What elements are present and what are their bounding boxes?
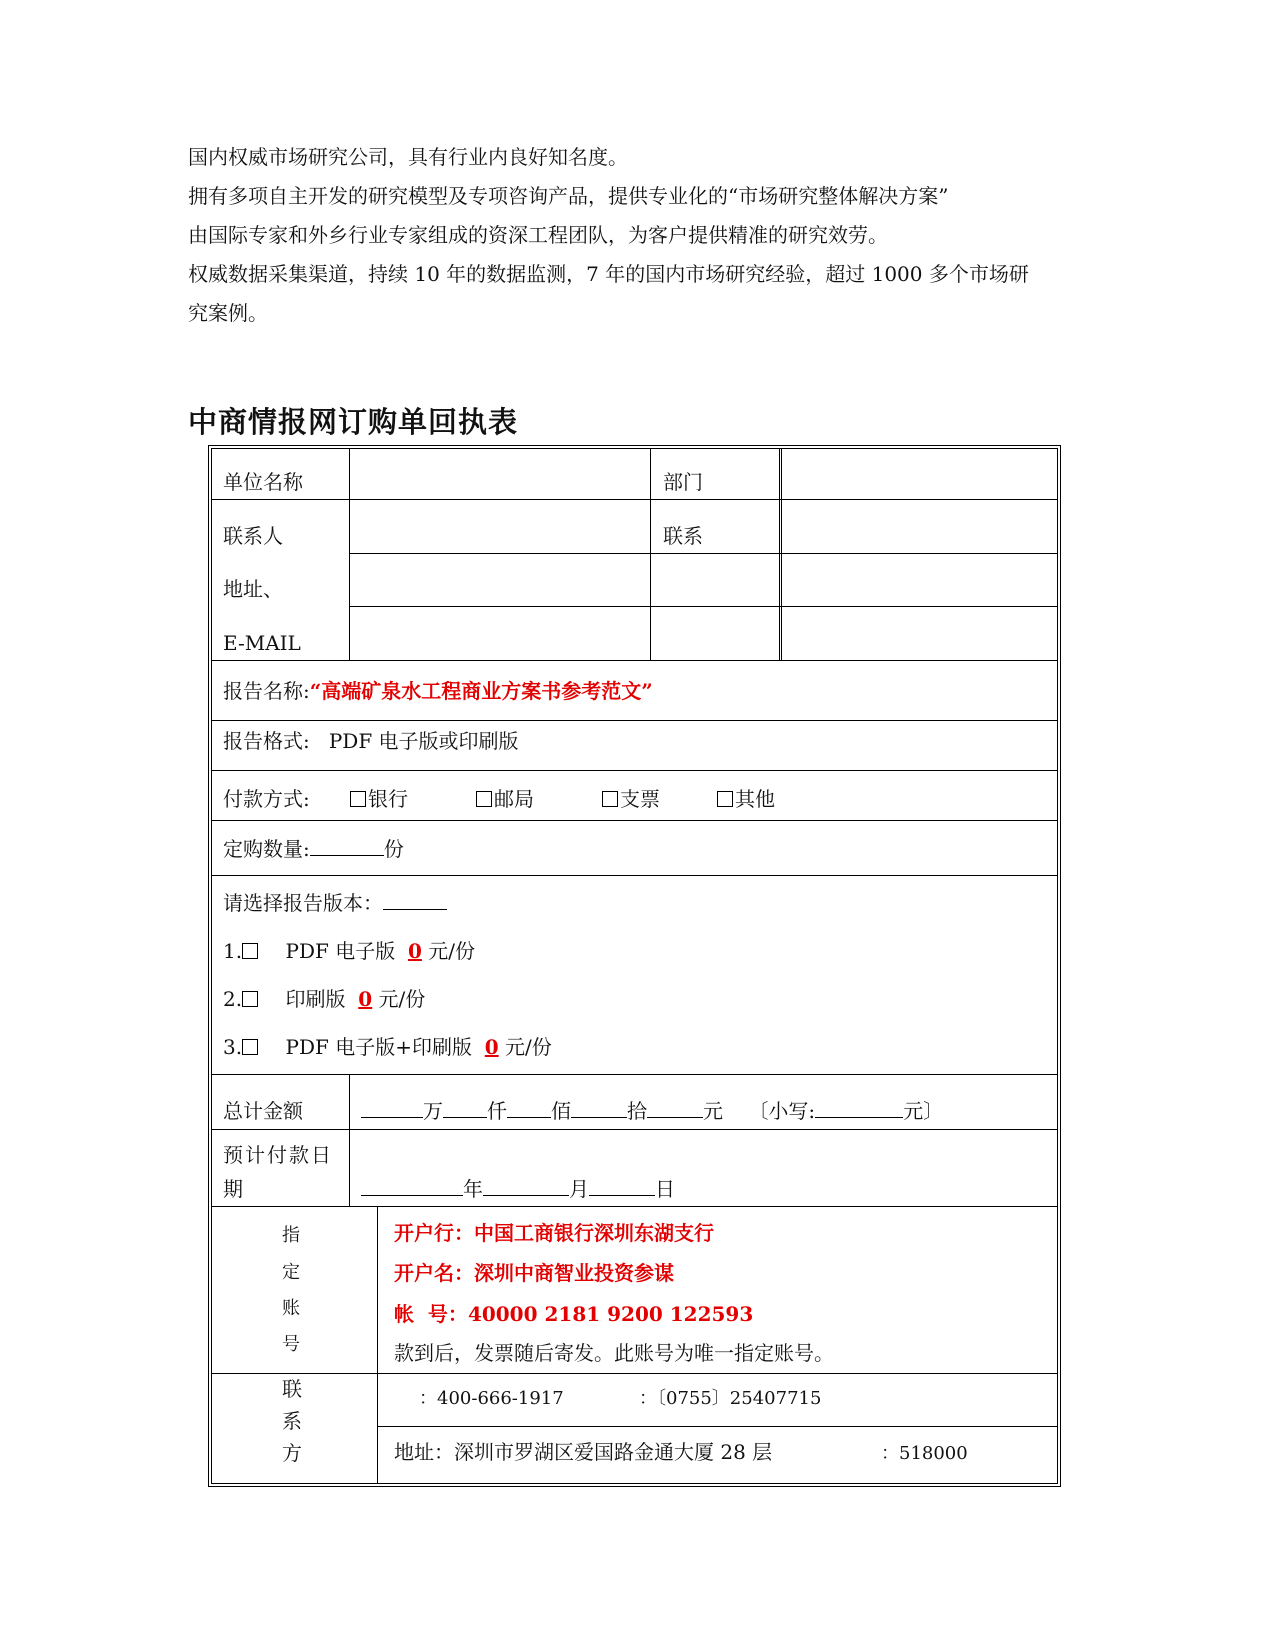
- payment-option-post[interactable]: 邮局: [476, 787, 534, 811]
- version-option-3[interactable]: 3. PDF 电子版+印刷版 0 元/份: [223, 1035, 552, 1059]
- quantity: [223, 837, 404, 861]
- payment-label: 付款方式:: [223, 787, 310, 811]
- intro-line: 国内权威市场研究公司，具有行业内良好知名度。: [188, 145, 628, 169]
- qty-label: 定购数量:: [223, 837, 310, 861]
- postcode: ：518000: [881, 1443, 968, 1464]
- checkbox-icon[interactable]: [350, 791, 366, 807]
- version-price: 0: [407, 939, 422, 963]
- format-value: PDF 电子版或印刷版: [328, 729, 519, 753]
- checkbox-icon[interactable]: [242, 943, 258, 959]
- email-label: E-MAIL: [223, 631, 301, 655]
- intro-line: 权威数据采集渠道，持续 10 年的数据监测，7 年的国内市场研究经验，超过 1000 多个市场研: [188, 262, 1029, 286]
- checkbox-icon[interactable]: [242, 991, 258, 1007]
- bank-line: 开户行：中国工商银行深圳东湖支行: [394, 1221, 714, 1245]
- version-price: 0: [484, 1035, 499, 1059]
- contact-label-char: 联: [282, 1377, 302, 1401]
- qty-unit: 份: [383, 837, 404, 861]
- qty-field[interactable]: [310, 837, 384, 856]
- report-name: [223, 679, 653, 703]
- account-label-char: 账: [282, 1298, 300, 1319]
- contact-person-label: 联系人: [223, 524, 283, 548]
- unit-name-label: 单位名称: [223, 470, 303, 494]
- pay-date-label-1: 预计付款日: [223, 1143, 333, 1167]
- format-label: 报告格式:: [223, 729, 310, 753]
- contact-label: 联系: [663, 524, 703, 548]
- report-name-value: “高端矿泉水工程商业方案书参考范文”: [309, 679, 653, 703]
- account-label-char: 号: [282, 1334, 300, 1355]
- account-label-char: 定: [282, 1262, 300, 1283]
- contact-label-char: 系: [282, 1409, 302, 1433]
- payment-option-other[interactable]: 其他: [717, 787, 775, 811]
- contact-label-char: 方: [282, 1441, 302, 1465]
- intro-line: 由国际专家和外乡行业专家组成的资深工程团队，为客户提供精准的研究效劳。: [188, 223, 888, 247]
- phone: ：400-666-1917: [419, 1388, 564, 1409]
- pay-date-field[interactable]: 年 月 日: [361, 1177, 675, 1201]
- order-form: [208, 445, 1061, 1487]
- form-title: 中商情报网订购单回执表: [188, 405, 519, 439]
- intro-line: 究案例。: [188, 301, 268, 325]
- version-label: 请选择报告版本：: [223, 891, 383, 915]
- intro-line: 拥有多项自主开发的研究模型及专项咨询产品，提供专业化的“市场研究整体解决方案”: [188, 184, 949, 208]
- account-note: 款到后，发票随后寄发。此账号为唯一指定账号。: [394, 1341, 834, 1365]
- payment-option-check[interactable]: 支票: [602, 787, 660, 811]
- account-name-line: 开户名：深圳中商智业投资参谋: [394, 1261, 674, 1285]
- checkbox-icon[interactable]: [476, 791, 492, 807]
- checkbox-icon[interactable]: [242, 1039, 258, 1055]
- version-select: [223, 891, 447, 915]
- payment-option-bank[interactable]: 银行: [350, 787, 408, 811]
- version-price: 0: [358, 987, 373, 1011]
- address-line: 地址：深圳市罗湖区爱国路金通大厦 28 层: [394, 1440, 773, 1464]
- total-amount[interactable]: 万 仟 佰 拾 元 〔小写: 元〕: [361, 1099, 943, 1123]
- pay-date-label-2: 期: [223, 1177, 243, 1201]
- account-number-line: 帐 号：40000 2181 9200 122593: [394, 1302, 754, 1326]
- fax: ：〔0755〕25407715: [639, 1388, 822, 1409]
- report-format: [223, 729, 519, 753]
- checkbox-icon[interactable]: [602, 791, 618, 807]
- version-field[interactable]: [383, 891, 447, 910]
- total-label: 总计金额: [223, 1099, 303, 1123]
- address-label: 地址、: [223, 577, 283, 601]
- version-option-2[interactable]: 2. 印刷版 0 元/份: [223, 987, 426, 1011]
- checkbox-icon[interactable]: [717, 791, 733, 807]
- version-option-1[interactable]: 1. PDF 电子版 0 元/份: [223, 939, 476, 963]
- account-label-char: 指: [282, 1225, 300, 1246]
- intro-text: [188, 138, 1088, 333]
- dept-label: 部门: [663, 470, 703, 494]
- report-name-label: 报告名称:: [223, 679, 310, 703]
